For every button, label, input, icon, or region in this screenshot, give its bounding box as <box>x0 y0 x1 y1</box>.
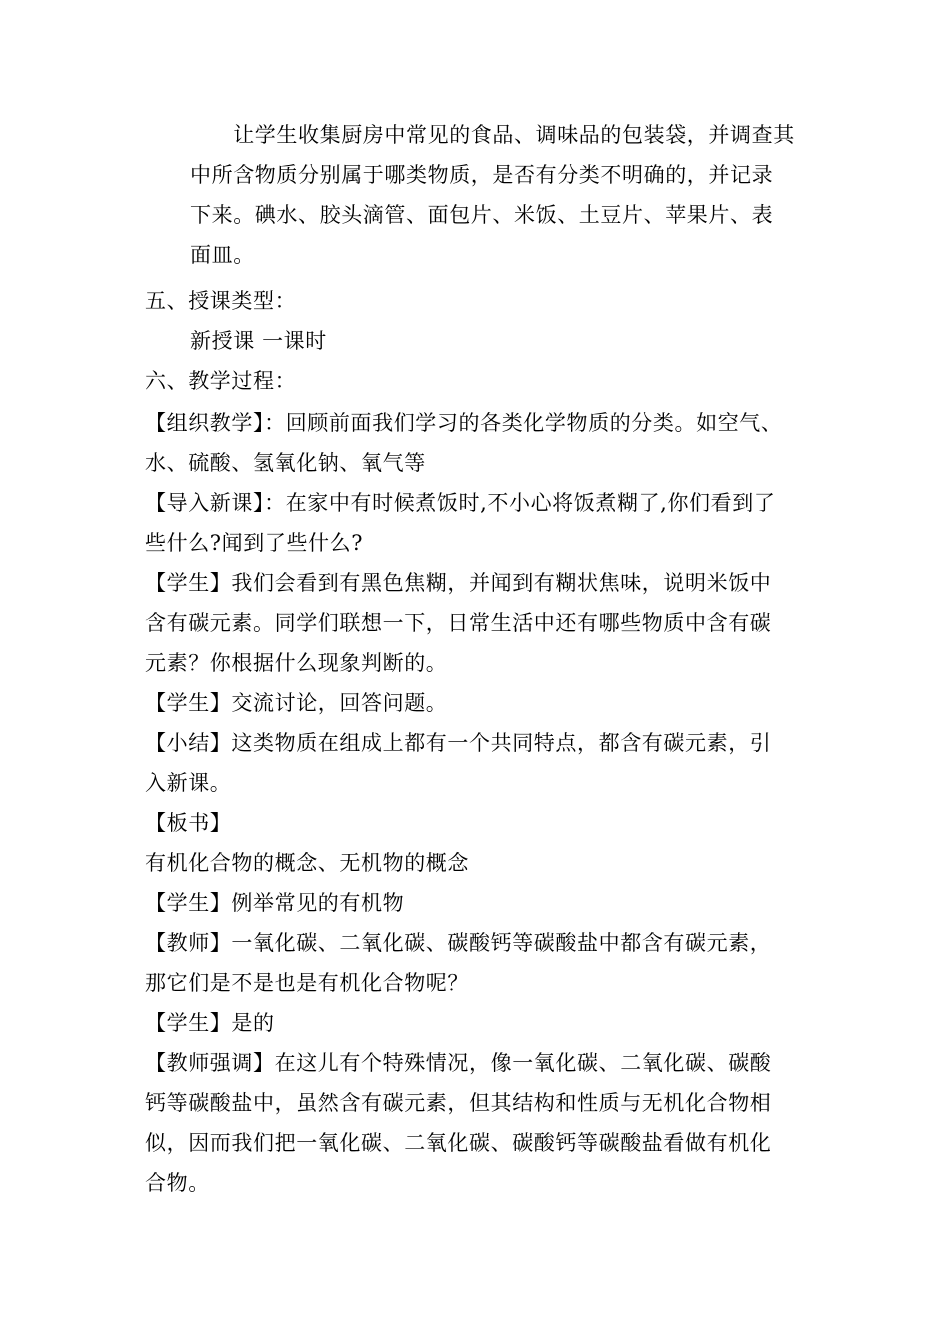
section-5-heading <box>145 281 296 321</box>
intro-line-3: 下来。碘水、胶头滴管、面包片、米饭、土豆片、苹果片、表 <box>190 203 774 227</box>
para-emphasis-line-3: 似，因而我们把一氧化碳、二氧化碳、碳酸钙等碳酸盐看做有机化 <box>145 1131 772 1155</box>
para-student-1-line-1: 【学生】我们会看到有黑色焦糊，并闻到有糊状焦味，说明米饭中 <box>145 571 772 595</box>
para-emphasis-line-2: 钙等碳酸盐中，虽然含有碳元素，但其结构和性质与无机化合物相 <box>145 1091 772 1115</box>
para-concept-line-1: 有机化合物的概念、无机物的概念 <box>145 851 469 875</box>
para-student-4-line-1: 【学生】是的 <box>145 1011 275 1035</box>
section-5-content-text: 新授课 一课时 <box>190 329 327 353</box>
intro-line-4: 面皿。 <box>190 243 255 267</box>
intro-line-2: 中所含物质分别属于哪类物质，是否有分类不明确的，并记录 <box>190 163 774 187</box>
para-student-1-line-2: 含有碳元素。同学们联想一下，日常生活中还有哪些物质中含有碳 <box>145 611 772 635</box>
section-5-content <box>190 321 327 361</box>
section-6-heading <box>145 361 296 401</box>
intro-paragraph <box>190 115 795 275</box>
para-student-2-line-1: 【学生】交流讨论，回答问题。 <box>145 691 448 715</box>
para-board-line-1: 【板书】 <box>145 811 232 835</box>
intro-line-1: 让学生收集厨房中常见的食品、调味品的包装袋，并调查其 <box>190 123 795 147</box>
para-intro-line-1: 【导入新课】：在家中有时候煮饭时,不小心将饭煮糊了,你们看到了 <box>145 491 776 515</box>
para-emphasis-line-1: 【教师强调】在这儿有个特殊情况，像一氧化碳、二氧化碳、碳酸 <box>145 1051 772 1075</box>
para-emphasis-line-4: 合物。 <box>145 1171 210 1195</box>
para-student-3-line-1: 【学生】例举常见的有机物 <box>145 891 405 915</box>
para-intro-line-2: 些什么?闻到了些什么? <box>145 531 364 555</box>
para-teacher-line-1: 【教师】一氧化碳、二氧化碳、碳酸钙等碳酸盐中都含有碳元素， <box>145 931 772 955</box>
para-summary-line-1: 【小结】这类物质在组成上都有一个共同特点，都含有碳元素，引 <box>145 731 772 755</box>
section-6-heading-text: 六、教学过程： <box>145 369 297 393</box>
para-teacher-line-2: 那它们是不是也是有机化合物呢？ <box>145 971 469 995</box>
para-student-1-line-3: 元素？你根据什么现象判断的。 <box>145 651 448 675</box>
para-organize-line-2: 水、硫酸、氢氧化钠、氧气等 <box>145 451 426 475</box>
para-organize-line-1: 【组织教学】：回顾前面我们学习的各类化学物质的分类。如空气、 <box>145 411 783 435</box>
para-summary-line-2: 入新课。 <box>145 771 232 795</box>
process-body <box>145 403 783 1203</box>
section-5-heading-text: 五、授课类型： <box>145 289 297 313</box>
